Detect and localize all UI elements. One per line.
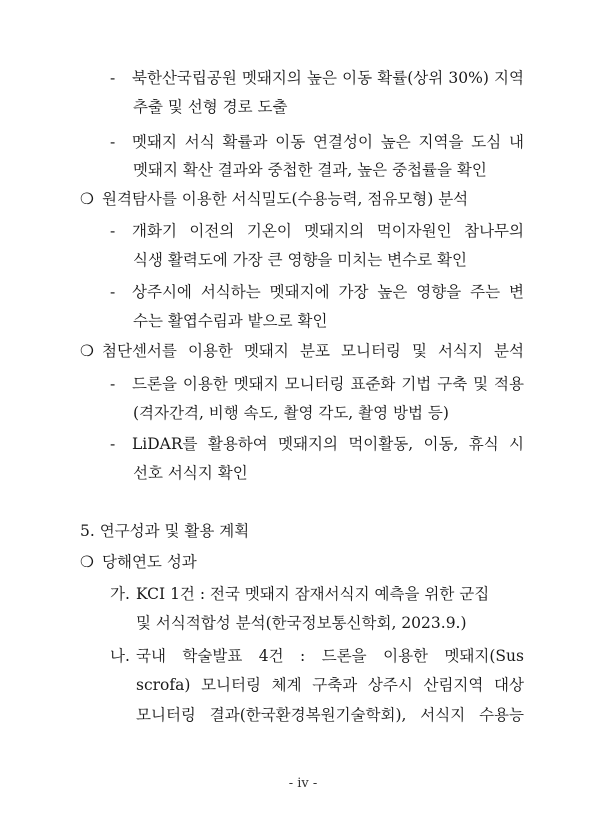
line-text: 멧돼지 확산 결과와 중첩한 결과, 높은 중첩률을 확인 — [133, 161, 487, 179]
line-text: 북한산국립공원 멧돼지의 높은 이동 확률(상위 30%) 지역 — [132, 69, 524, 87]
text-line — [133, 402, 449, 424]
line-text: KCI 1건 : 전국 멧돼지 잠재서식지 예측을 위한 군집 — [136, 585, 490, 603]
line-text: LiDAR를 활용하여 멧돼지의 먹이활동, 이동, 휴식 시 — [132, 435, 524, 453]
text-line — [133, 96, 287, 118]
text-line — [133, 462, 248, 484]
text-line — [136, 612, 467, 634]
text-line — [110, 131, 524, 153]
circle-bullet-icon: ❍ — [80, 342, 94, 360]
line-text: 원격탐사를 이용한 서식밀도(수용능력, 점유모형) 분석 — [102, 190, 469, 208]
text-line — [110, 583, 489, 605]
text-line — [80, 551, 197, 573]
line-text: 추출 및 선형 경로 도출 — [133, 98, 288, 116]
text-line — [136, 674, 524, 696]
list-marker: 나. — [110, 647, 130, 665]
text-line — [133, 249, 467, 271]
text-line — [110, 220, 524, 242]
section-heading — [80, 520, 249, 542]
line-text: 멧돼지 서식 확률과 이동 연결성이 높은 지역을 도심 내 — [132, 133, 524, 151]
text-line — [133, 310, 327, 332]
text-line — [110, 433, 524, 455]
text-line — [136, 704, 524, 726]
line-text: 모니터링 결과(한국환경복원기술학회), 서식지 수용능 — [136, 706, 524, 724]
line-text: scrofa) 모니터링 체계 구축과 상주시 산림지역 대상 — [136, 676, 524, 694]
line-text: 선호 서식지 확인 — [133, 464, 248, 482]
text-line — [110, 67, 524, 89]
text-line — [110, 645, 524, 667]
dash-bullet: - — [110, 283, 116, 301]
text-line — [110, 281, 524, 303]
circle-bullet-icon: ❍ — [80, 553, 94, 571]
dash-bullet: - — [110, 69, 116, 87]
text-line — [133, 159, 487, 181]
line-text: 식생 활력도에 가장 큰 영향을 미치는 변수로 확인 — [133, 251, 467, 269]
dash-bullet: - — [110, 375, 116, 393]
text-line — [110, 373, 524, 395]
text-line — [80, 188, 468, 210]
line-text: 첨단센서를 이용한 멧돼지 분포 모니터링 및 서식지 분석 — [102, 342, 524, 360]
dash-bullet: - — [110, 435, 116, 453]
circle-bullet-icon: ❍ — [80, 190, 94, 208]
line-text: 개화기 이전의 기온이 멧돼지의 먹이자원인 참나무의 — [132, 222, 524, 240]
line-text: 5. 연구성과 및 활용 계획 — [80, 522, 250, 540]
line-text: 및 서식적합성 분석(한국정보통신학회, 2023.9.) — [136, 614, 467, 632]
line-text: 드론을 이용한 멧돼지 모니터링 표준화 기법 구축 및 적용 — [132, 375, 524, 393]
list-marker: 가. — [110, 585, 130, 603]
line-text: (격자간격, 비행 속도, 촬영 각도, 촬영 방법 등) — [133, 404, 449, 422]
line-text: 당해연도 성과 — [102, 553, 197, 571]
dash-bullet: - — [110, 222, 116, 240]
text-line — [80, 340, 524, 362]
line-text: 국내 학술발표 4건 : 드론을 이용한 멧돼지(Sus — [136, 647, 524, 665]
dash-bullet: - — [110, 133, 116, 151]
line-text: 수는 활엽수림과 밭으로 확인 — [133, 312, 328, 330]
line-text: 상주시에 서식하는 멧돼지에 가장 높은 영향을 주는 변 — [132, 283, 524, 301]
page-number: - iv - — [288, 776, 318, 791]
